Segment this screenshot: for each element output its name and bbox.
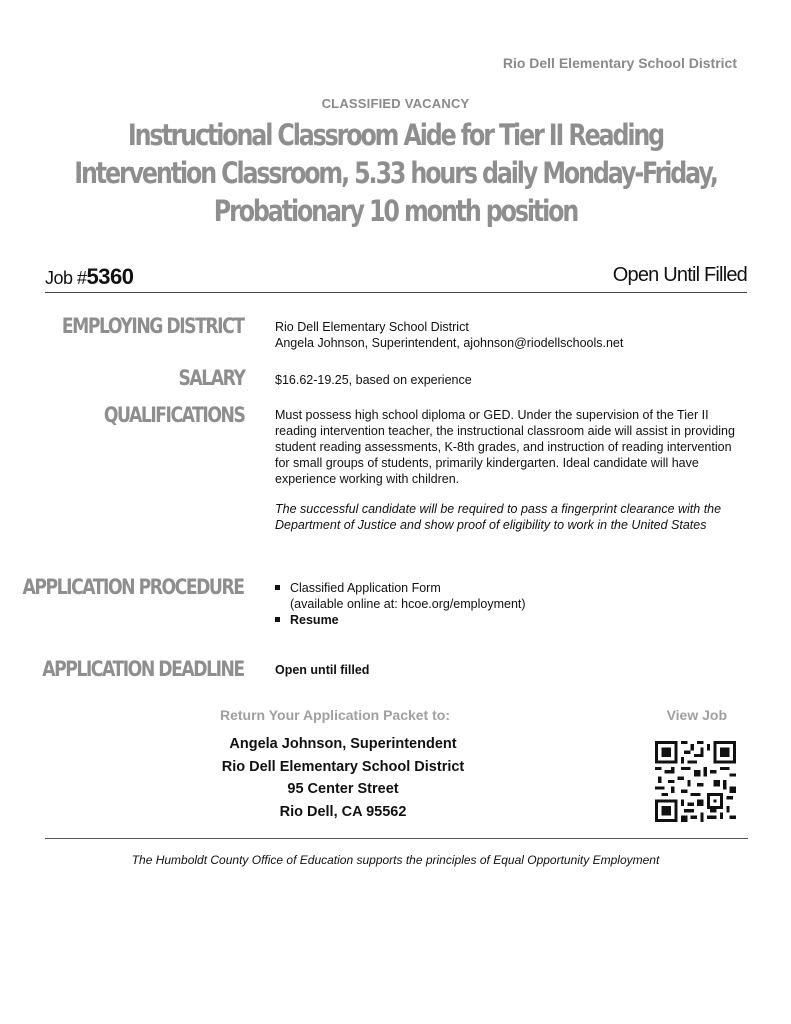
qr-code-icon[interactable]: [655, 741, 736, 822]
procedure-list: [275, 580, 735, 628]
employing-district-value: [275, 319, 735, 351]
bullet-icon: [275, 617, 280, 622]
procedure-item-resume: [275, 612, 735, 628]
bullet-icon: [275, 585, 280, 590]
qualifications-paragraph: Must possess high school diploma or GED. Under the supervision of the Tier II reading intervention teacher, the instructional classroom aide will assist in providing student reading assessments, K-8th grades, and instruction of reading intervention for small groups of students, primarily kindergarten. Ideal candidate will have experience working with children.: [275, 408, 735, 486]
return-address: [193, 733, 493, 823]
salary-label: SALARY: [178, 366, 244, 390]
equal-opportunity-footer: The Humboldt County Office of Education supports the principles of Equal Opportunity Employment: [131, 853, 660, 867]
return-city: Rio Dell, CA 95562: [279, 803, 407, 820]
job-status: Open Until Filled: [612, 264, 747, 286]
job-number-value: 5360: [86, 264, 134, 289]
procedure-item-label: Resume: [290, 613, 339, 627]
job-title: Instructional Classroom Aide for Tier II Reading Intervention Classroom, 5.33 hours daily Monday-Friday, Probationary 10 month position: [74, 118, 717, 228]
return-heading: Return Your Application Packet to:: [220, 707, 450, 723]
bottom-rule: [45, 838, 748, 839]
procedure-item-label: Classified Application Form: [290, 581, 441, 595]
qualifications-label: QUALIFICATIONS: [103, 403, 244, 427]
application-procedure-label: APPLICATION PROCEDURE: [22, 575, 244, 599]
district-name: Rio Dell Elementary School District: [275, 320, 469, 334]
district-contact: Angela Johnson, Superintendent, ajohnson@riodellschools.net: [275, 336, 624, 350]
vacancy-kicker: CLASSIFIED VACANCY: [321, 96, 470, 111]
salary-value: $16.62-19.25, based on experience: [275, 373, 472, 387]
job-number: [45, 264, 134, 290]
qualifications-value: [275, 407, 735, 533]
procedure-item-application-form: [275, 580, 735, 612]
return-street: 95 Center Street: [287, 781, 399, 797]
application-deadline-value: Open until filled: [275, 663, 370, 677]
employing-district-label: EMPLOYING DISTRICT: [62, 314, 244, 338]
application-deadline-label: APPLICATION DEADLINE: [42, 657, 244, 681]
qualifications-note: The successful candidate will be required to pass a fingerprint clearance with the Department of Justice and show proof of eligibility to work in the United States: [275, 502, 722, 532]
job-number-prefix: Job #: [45, 268, 87, 288]
job-line: [45, 262, 747, 293]
application-procedure-value: [275, 580, 735, 628]
return-org: Rio Dell Elementary School District: [221, 758, 465, 775]
procedure-item-sublabel: (available online at: hcoe.org/employment): [290, 597, 526, 611]
return-name: Angela Johnson, Superintendent: [229, 736, 457, 752]
view-job-label: View Job: [666, 707, 727, 723]
district-name-header: Rio Dell Elementary School District: [502, 55, 737, 71]
